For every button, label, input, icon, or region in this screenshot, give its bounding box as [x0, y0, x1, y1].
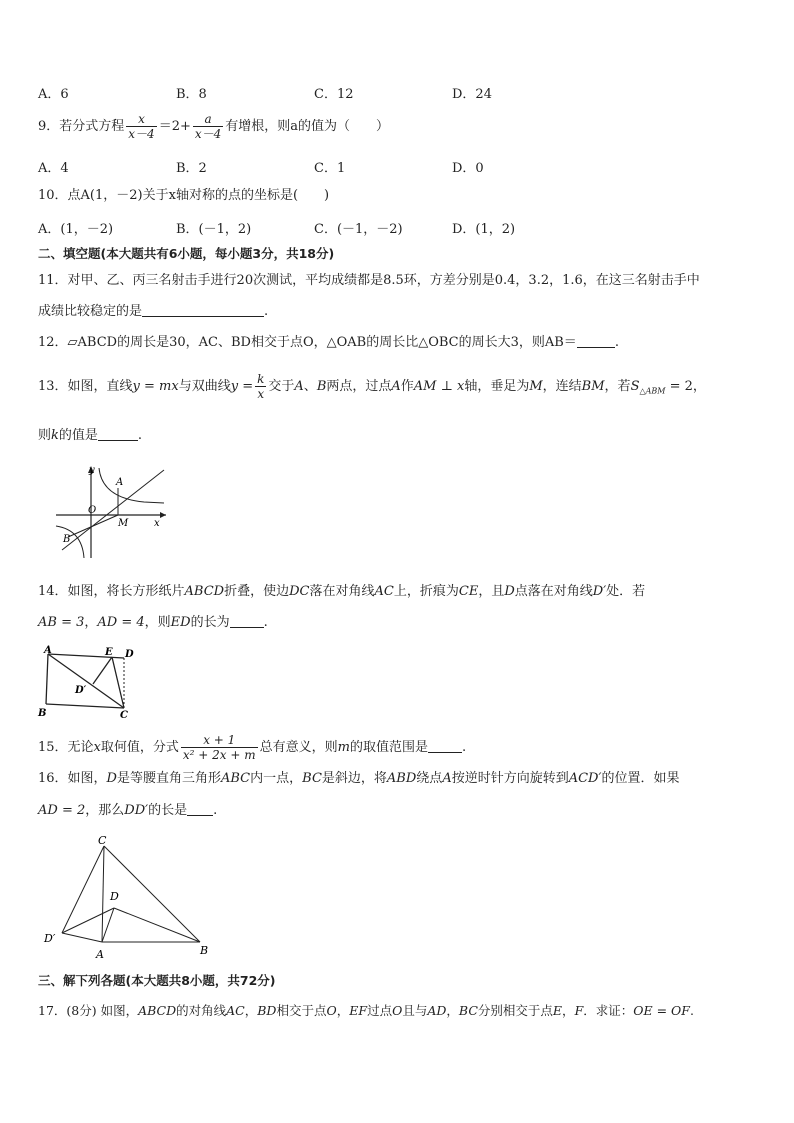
option-c: C．1 [314, 161, 346, 176]
label-b: B [63, 534, 71, 545]
q9-prefix: 9．若分式方程 [38, 119, 125, 134]
option-c: C．12 [314, 87, 354, 102]
label-d-prime: D′ [75, 685, 87, 696]
question-13-line2: 则k的值是 . [38, 428, 143, 443]
option-a: A．6 [38, 87, 69, 102]
option-a: A．(1，－2) [38, 222, 114, 237]
question-17: 17．(8分) 如图，ABCD的对角线AC，BD相交于点O，EF过点O且与AD，BC分别相交于点E，F．求证：OE = OF. [38, 1003, 694, 1018]
q13-fraction: $\frac{k}{x}$ [257, 372, 265, 401]
label-o: O [88, 505, 97, 516]
question-16-line2: AD = 2，那么DD′的长是 . [38, 803, 218, 818]
label-m: M [118, 518, 129, 529]
option-c: C．(－1，－2) [314, 222, 403, 237]
answer-blank [577, 333, 615, 348]
label-b: B [200, 944, 209, 957]
label-d: D [110, 890, 119, 903]
section-2-heading: 二、填空题(本大题共有6小题，每小题3分，共18分) [38, 246, 335, 261]
q14-figure [36, 644, 140, 720]
answer-blank [142, 302, 264, 317]
q10-options [38, 218, 758, 236]
label-c: C [120, 710, 128, 720]
answer-blank [230, 613, 264, 628]
answer-blank [187, 801, 213, 816]
option-d: D．(1，2) [452, 222, 516, 237]
q16-figure [40, 832, 218, 964]
option-d: D．0 [452, 161, 484, 176]
question-10: 10．点A(1，－2)关于x轴对称的点的坐标是( ) [38, 188, 330, 203]
option-a: A．4 [38, 161, 69, 176]
question-12: 12．▱ABCD的周长是30，AC、BD相交于点O，△OAB的周长比△OBC的周长大3，则AB＝ . [38, 335, 619, 350]
label-e: E [105, 647, 113, 658]
question-13-line1: 13．如图，直线y = mx与双曲线y = $\frac{k}{x}$ 交于A、B两点，过点A作AM ⊥ x轴，垂足为M，连结BM，若$S_{\triangle ABM} = 2$， [38, 372, 706, 401]
option-b: B．(－1，2) [176, 222, 252, 237]
q15-fraction: $\frac{x + 1}{\text{x² + 2x + m}}$ [182, 733, 256, 762]
answer-blank [428, 738, 462, 753]
label-y: y [89, 465, 95, 476]
question-11-line1: 11．对甲、乙、丙三名射击手进行20次测试，平均成绩都是8.5环，方差分别是0.4，3.2，1.6，在这三名射击手中 [38, 273, 700, 288]
label-x: x [154, 518, 160, 529]
question-14-line2: AB = 3，AD = 4，则ED的长为 . [38, 615, 268, 630]
q9-fraction-1: $\frac{x}{x-4}$ [128, 112, 155, 141]
question-11-line2: 成绩比较稳定的是 . [38, 304, 269, 319]
section-3-heading: 三、解下列各题(本大题共8小题，共72分) [38, 973, 276, 988]
q9-fraction-2: $\frac{a}{x-4}$ [194, 112, 222, 141]
label-a: A [96, 948, 104, 961]
label-a: A [116, 477, 124, 488]
answer-blank [98, 426, 138, 441]
question-14-line1: 14．如图，将长方形纸片ABCD折叠，使边DC落在对角线AC上，折痕为CE，且D点落在对角线D′处．若 [38, 584, 646, 599]
label-d: D [125, 649, 134, 660]
question-15: 15．无论x取何值，分式 $\frac{x + 1}{\text{x² + 2x + m}}$ 总有意义，则m的取值范围是 . [38, 733, 467, 762]
option-b: B．2 [176, 161, 207, 176]
label-d-prime: D′ [44, 932, 56, 945]
label-c: C [98, 834, 107, 847]
label-b: B [38, 708, 47, 719]
q9-options [38, 157, 758, 175]
q8-options [38, 83, 758, 101]
label-a: A [44, 645, 52, 656]
option-d: D．24 [452, 87, 492, 102]
option-b: B．8 [176, 87, 207, 102]
q13-figure [52, 462, 170, 562]
question-16-line1: 16．如图，D是等腰直角三角形ABC内一点，BC是斜边，将ABD绕点A按逆时针方向旋转到ACD′的位置．如果 [38, 771, 680, 786]
question-9: 9．若分式方程 $\frac{x}{x-4}$ ＝2+ $\frac{a}{x-4}$ 有增根，则a的值为（ ） [38, 112, 390, 141]
